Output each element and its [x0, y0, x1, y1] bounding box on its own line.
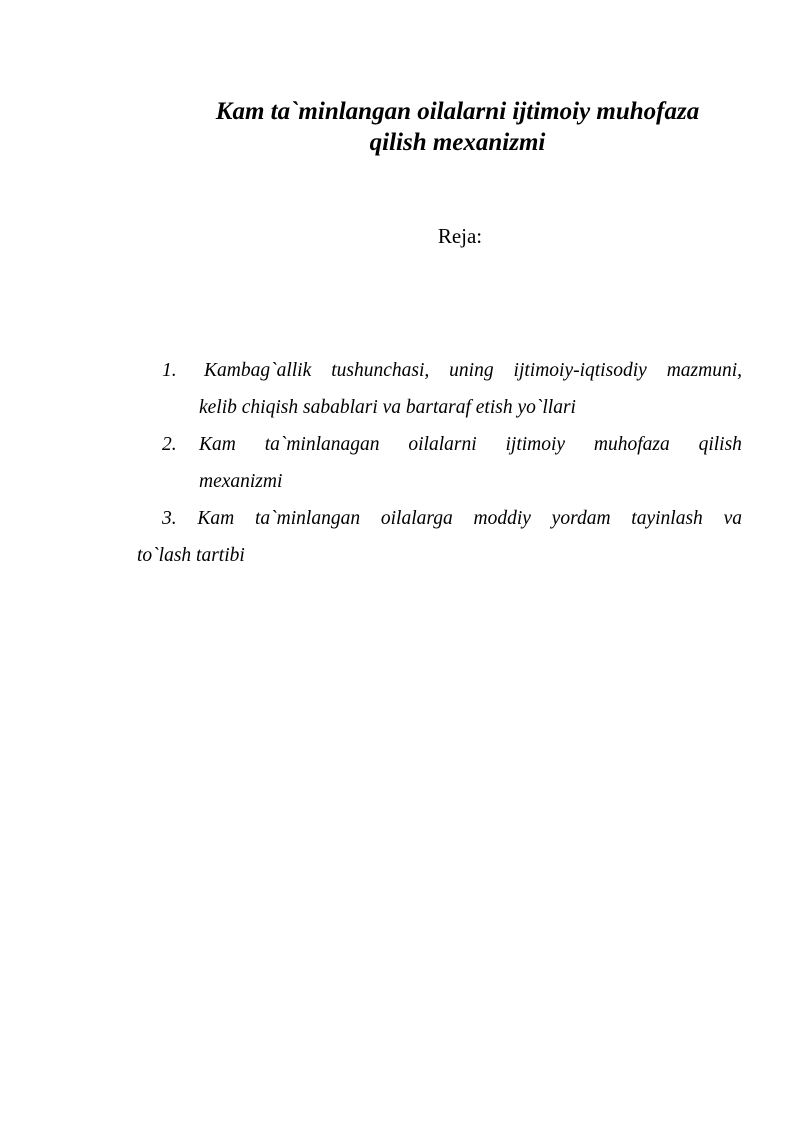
plan-item-3-line-2: to`lash tartibi [137, 545, 245, 566]
word: mazmuni, [666, 360, 742, 381]
word: oilalarni [408, 434, 477, 455]
word: Kam [199, 434, 236, 455]
title-line-2: qilish mexanizmi [369, 129, 546, 156]
word: Kam [197, 508, 235, 529]
plan-item-3-number: 3. [162, 508, 177, 529]
title-line-1: Kam ta`minlangan oilalarni ijtimoiy muhofaza [215, 98, 700, 125]
plan-item-2-line-2: mexanizmi [199, 471, 283, 492]
word: oilalarga [380, 508, 453, 529]
plan-item-2-line-1 [199, 426, 742, 463]
word: ta`minlanagan [264, 434, 380, 455]
word: tayinlash [631, 508, 703, 529]
plan-item-2-number: 2. [162, 434, 177, 455]
word: uning [449, 360, 494, 381]
plan-item-1-number: 1. [162, 360, 177, 381]
plan-item-1-line-1 [204, 352, 742, 389]
word: qilish [698, 434, 742, 455]
plan-item-3-line-1 [162, 500, 742, 537]
word: tushunchasi, [331, 360, 430, 381]
word: ta`minlangan [255, 508, 361, 529]
plan-heading: Reja: [437, 224, 483, 248]
word: yordam [551, 508, 611, 529]
word: Kambag`allik [204, 360, 312, 381]
word: muhofaza [593, 434, 670, 455]
word: ijtimoiy [505, 434, 566, 455]
word: ijtimoiy-iqtisodiy [513, 360, 647, 381]
plan-item-1-line-2: kelib chiqish sabablari va bartaraf etish yo`llari [199, 397, 576, 418]
word: va [723, 508, 742, 529]
word: moddiy [473, 508, 531, 529]
